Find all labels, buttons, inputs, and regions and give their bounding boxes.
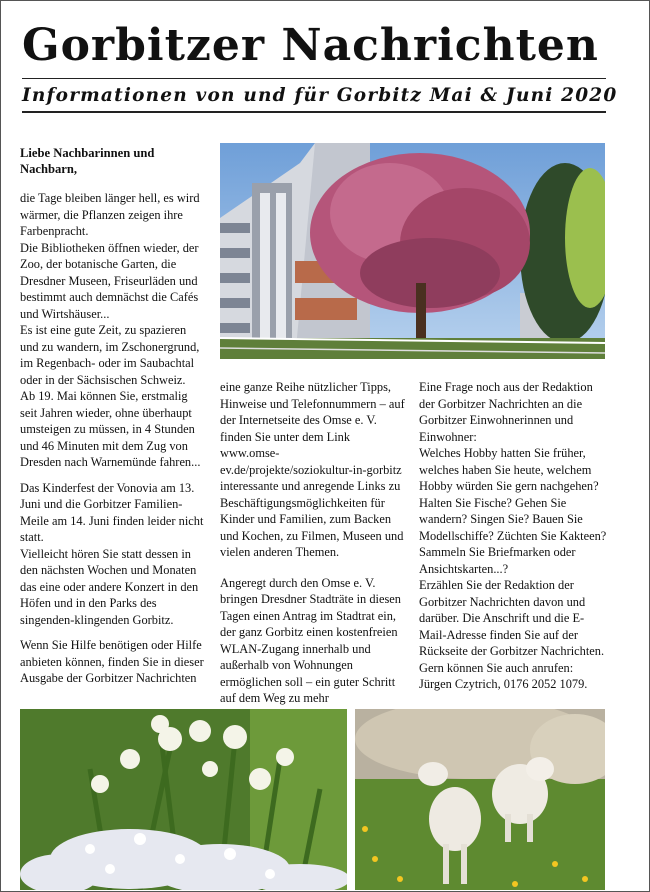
column-2: [220, 379, 405, 723]
header-rule-top: [22, 78, 606, 79]
paragraph: Jürgen Czytrich, 0176 2052 1079.: [419, 677, 588, 691]
masthead-title: Gorbitzer Nachrichten: [22, 20, 599, 71]
paragraph: Die Bibliotheken öffnen wieder, der Zoo, der botanische Garten, die Dresdner Museen, Friseurläden und bestimmt auch demnächst die Cafés und Wirtshäuser...: [20, 240, 199, 321]
paragraph: eine ganze Reihe nützlicher Tipps, Hinweise und Telefonnummern – auf der Internetseite des Omse e. V. finden Sie unter dem Link www.omse-ev.de/projekte/soziokultur-in-gorbitz interessante und anregende Links zu Beschäftigungsmöglichkeiten für Kinder und Familien, zum Backen und Kochen, zu Filmen, Museen und vielen anderen Themen.: [220, 380, 405, 559]
photo-lambs-meadow: [355, 709, 605, 890]
paragraph: Angeregt durch den Omse e. V. bringen Dresdner Stadträte in diesen Tagen einen Antrag im Stadtrat ein, der ganz Gorbitz einen kostenfreien WLAN-Zugang innerhalb und außerhalb von Wohnungen ermöglichen soll – ein guter Schritt auf dem Weg zu mehr: [220, 575, 401, 705]
column-3: [419, 379, 609, 693]
photo-building-blossom-tree: [220, 143, 605, 359]
paragraph: Das Kinderfest der Vonovia am 13. Juni und die Gorbitzer Familien-Meile am 14. Juni finden leider nicht statt.: [20, 480, 204, 544]
tagline: Informationen von und für Gorbitz Mai & Juni 2020: [22, 85, 618, 106]
paragraph: die Tage bleiben länger hell, es wird wärmer, die Pflanzen zeigen ihre Farbenpracht.: [20, 191, 200, 238]
paragraph: Eine Frage noch aus der Redaktion der Gorbitzer Nachrichten an die Gorbitzer Einwohnerinnen und Einwohner:: [419, 380, 593, 444]
photo-white-flowers: [20, 709, 347, 890]
column-1: [20, 145, 206, 687]
header-rule-bottom: [22, 111, 606, 113]
paragraph: Ab 19. Mai können Sie, erstmalig seit Jahren wieder, ohne überhaupt umsteigen zu müssen, in 4 Stunden und 46 Minuten mit dem Zug von Dresden nach Warnemünde fahren...: [20, 389, 201, 469]
paragraph: Vielleicht hören Sie statt dessen in den nächsten Wochen und Monaten das eine oder andere Konzert in den Höfen und in den Parks des singenden-klingenden Gorbitz.: [20, 546, 199, 627]
paragraph: Es ist eine gute Zeit, zu spazieren und zu wandern, im Zschonergrund, im Regenbach- oder im Saubachtal oder in der Sächsischen Schweiz.: [20, 323, 200, 387]
paragraph: Wenn Sie Hilfe benötigen oder Hilfe anbieten können, finden Sie in dieser Ausgabe der Gorbitzer Nachrichten: [20, 638, 204, 685]
paragraph: Welches Hobby hatten Sie früher, welches haben Sie heute, welchem Hobby würden Sie gern nachgehen? Halten Sie Fische? Gehen Sie wandern? Singen Sie? Bauen Sie Modellschiffe? Züchten Sie Kakteen? Sammeln Sie Briefmarken oder Ansichtskarten...?: [419, 446, 607, 576]
paragraph: Erzählen Sie der Redaktion der Gorbitzer Nachrichten davon und darüber. Die Anschrift und die E-Mail-Adresse finden Sie auf der Rückseite der Gorbitzer Nachrichten. Gern können Sie auch anrufen:: [419, 578, 605, 675]
greeting: Liebe Nachbarinnen und Nachbarn,: [20, 146, 155, 176]
